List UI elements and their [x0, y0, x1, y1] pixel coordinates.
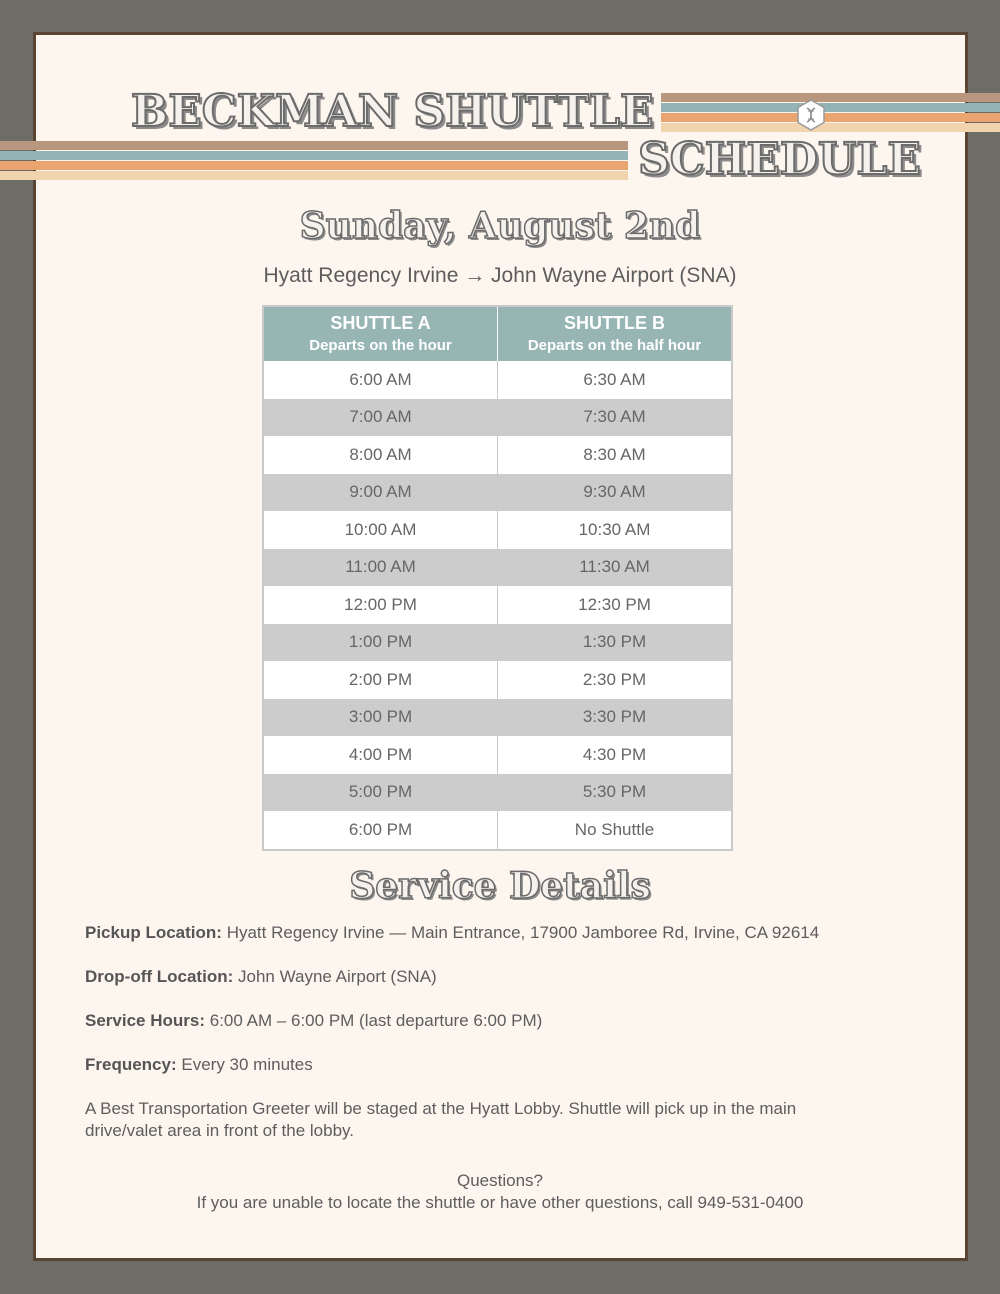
- shuttle-b-time: 5:30 PM: [498, 774, 733, 812]
- questions-title: Questions?: [457, 1171, 543, 1190]
- shuttle-a-time: 7:00 AM: [263, 399, 498, 437]
- shuttle-a-time: 5:00 PM: [263, 774, 498, 812]
- table-row: [263, 549, 732, 587]
- dropoff-value: John Wayne Airport (SNA): [237, 967, 437, 986]
- dna-hexagon-icon: [795, 99, 827, 131]
- shuttle-a-time: 6:00 PM: [263, 811, 498, 850]
- frequency: [85, 1054, 885, 1076]
- shuttle-a-time: 3:00 PM: [263, 699, 498, 737]
- shuttle-b-time: No Shuttle: [498, 811, 733, 850]
- questions-text: If you are unable to locate the shuttle or have other questions, call 949-531-0400: [196, 1193, 804, 1212]
- page-title-line2: SCHEDULE: [638, 134, 921, 185]
- greeter-note: A Best Transportation Greeter will be staged at the Hyatt Lobby. Shuttle will pick up in the main drive/valet area in front of the lobby.: [85, 1099, 797, 1140]
- column-name: SHUTTLE A: [330, 313, 431, 333]
- frequency-value: Every 30 minutes: [181, 1055, 313, 1074]
- shuttle-b-time: 2:30 PM: [498, 661, 733, 699]
- shuttle-a-time: 2:00 PM: [263, 661, 498, 699]
- table-row: [263, 436, 732, 474]
- shuttle-b-time: 11:30 AM: [498, 549, 733, 587]
- retro-stripes-right: [661, 93, 1000, 133]
- shuttle-a-header: [263, 306, 498, 361]
- shuttle-b-time: 3:30 PM: [498, 699, 733, 737]
- column-note: Departs on the half hour: [527, 337, 702, 354]
- shuttle-a-time: 1:00 PM: [263, 624, 498, 662]
- table-row: [263, 474, 732, 512]
- page-title-line1: BECKMAN SHUTTLE: [131, 86, 654, 137]
- shuttle-b-time: 7:30 AM: [498, 399, 733, 437]
- service-hours: [85, 1010, 885, 1032]
- dropoff-location: [85, 966, 885, 988]
- frequency-label: Frequency:: [85, 1055, 177, 1074]
- shuttle-b-header: [498, 306, 733, 361]
- table-row: [263, 624, 732, 662]
- shuttle-b-time: 8:30 AM: [498, 436, 733, 474]
- table-row: [263, 586, 732, 624]
- column-note: Departs on the hour: [309, 337, 452, 354]
- shuttle-b-time: 9:30 AM: [498, 474, 733, 512]
- pickup-location: [85, 922, 885, 944]
- table-row: [263, 699, 732, 737]
- shuttle-b-time: 4:30 PM: [498, 736, 733, 774]
- questions-block: [0, 1170, 1000, 1214]
- schedule-date: Sunday, August 2nd: [299, 205, 701, 247]
- table-row: [263, 511, 732, 549]
- dropoff-label: Drop-off Location:: [85, 967, 234, 986]
- table-row: [263, 774, 732, 812]
- shuttle-b-time: 6:30 AM: [498, 361, 733, 399]
- shuttle-b-time: 10:30 AM: [498, 511, 733, 549]
- shuttle-a-time: 10:00 AM: [263, 511, 498, 549]
- pickup-label: Pickup Location:: [85, 923, 222, 942]
- table-row: [263, 361, 732, 399]
- hours-value: 6:00 AM – 6:00 PM (last departure 6:00 PM): [209, 1011, 543, 1030]
- pickup-value: Hyatt Regency Irvine — Main Entrance, 17900 Jamboree Rd, Irvine, CA 92614: [226, 923, 820, 942]
- shuttle-a-time: 9:00 AM: [263, 474, 498, 512]
- shuttle-a-time: 4:00 PM: [263, 736, 498, 774]
- table-header-row: [263, 306, 732, 361]
- hours-label: Service Hours:: [85, 1011, 205, 1030]
- shuttle-a-time: 12:00 PM: [263, 586, 498, 624]
- retro-stripes-left: [0, 141, 628, 181]
- table-row: [263, 661, 732, 699]
- column-name: SHUTTLE B: [564, 313, 665, 333]
- shuttle-b-time: 1:30 PM: [498, 624, 733, 662]
- shuttle-a-time: 11:00 AM: [263, 549, 498, 587]
- route-description: Hyatt Regency Irvine → John Wayne Airport (SNA): [263, 264, 737, 287]
- shuttle-schedule-table: [262, 305, 733, 851]
- shuttle-a-time: 6:00 AM: [263, 361, 498, 399]
- service-details-title: Service Details: [349, 865, 651, 907]
- table-row: [263, 399, 732, 437]
- table-row: [263, 811, 732, 850]
- table-row: [263, 736, 732, 774]
- shuttle-b-time: 12:30 PM: [498, 586, 733, 624]
- shuttle-a-time: 8:00 AM: [263, 436, 498, 474]
